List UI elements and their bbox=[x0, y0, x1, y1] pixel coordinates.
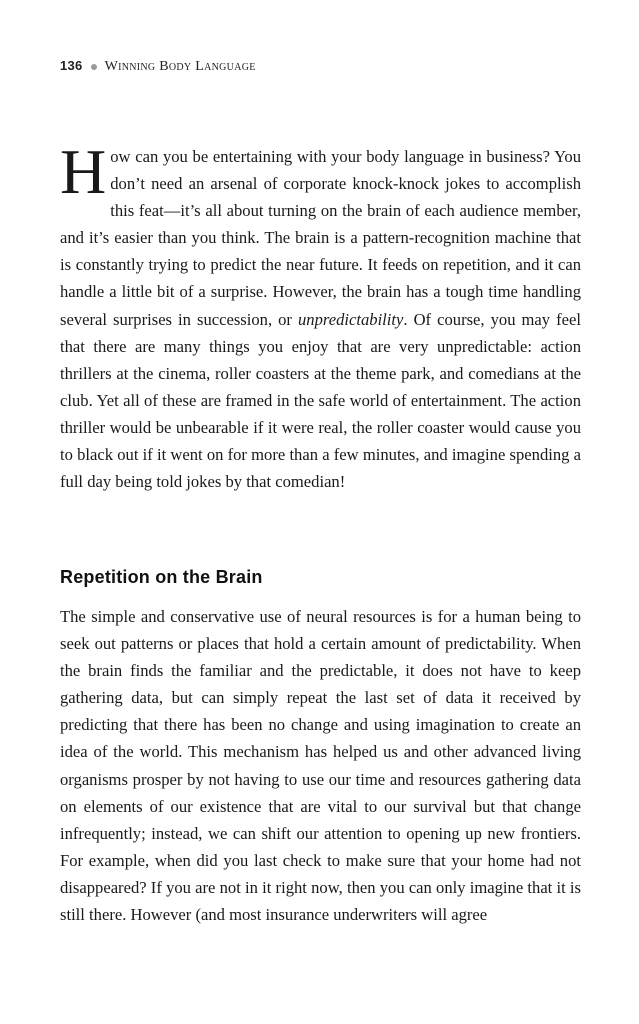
bullet-separator-icon bbox=[91, 64, 97, 70]
book-title: Winning Body Language bbox=[104, 59, 256, 74]
drop-cap: H bbox=[60, 136, 107, 207]
intro-emphasis: unpredictability bbox=[298, 309, 404, 329]
intro-text-end: . Of course, you may feel that there are many things you enjoy that are very unpredictable: action thrillers at the cinema, roller coasters at the theme park, and comedians at the club. Yet all of these are framed in the safe world of entertainment. The action thriller would be unbearable if it were real, the roller coaster would cause you to black out if it went on for more than a few minutes, and imagine spending a full day being told jokes by that comedian! bbox=[60, 309, 581, 492]
intro-paragraph bbox=[60, 136, 581, 495]
section-paragraph: The simple and conservative use of neural resources is for a human being to seek out patterns or places that hold a certain amount of predictability. When the brain finds the familiar and the predictable, it does not have to keep gathering data, but can simply repeat the last set of data it received by predicting that there has been no change and using imagination to create an idea of the world. This mechanism has helped us and other advanced living organisms prosper by not having to use our time and resources gathering data on elements of our existence that are vital to our survival but that change infrequently; instead, we can shift our attention to opening up new frontiers. For example, when did you last check to make sure that your home had not disappeared? If you are not in it right now, then you can only imagine that it is still there. However (and most insurance underwriters will agree bbox=[60, 607, 581, 925]
page-number: 136 bbox=[60, 58, 83, 73]
section-heading: Repetition on the Brain bbox=[60, 567, 263, 587]
intro-text-start: ow can you be entertaining with your body language in business? You don’t need an arsenal of corporate knock-knock jokes to accomplish this feat—it’s all about turning on the brain of each audience member, and it’s easier than you think. The brain is a pattern-recognition machine that is constantly trying to predict the near future. It feeds on repetition, and it can handle a little bit of a surprise. However, the brain has a tough time handling several surprises in succession, or bbox=[60, 147, 581, 329]
running-header bbox=[60, 58, 256, 75]
